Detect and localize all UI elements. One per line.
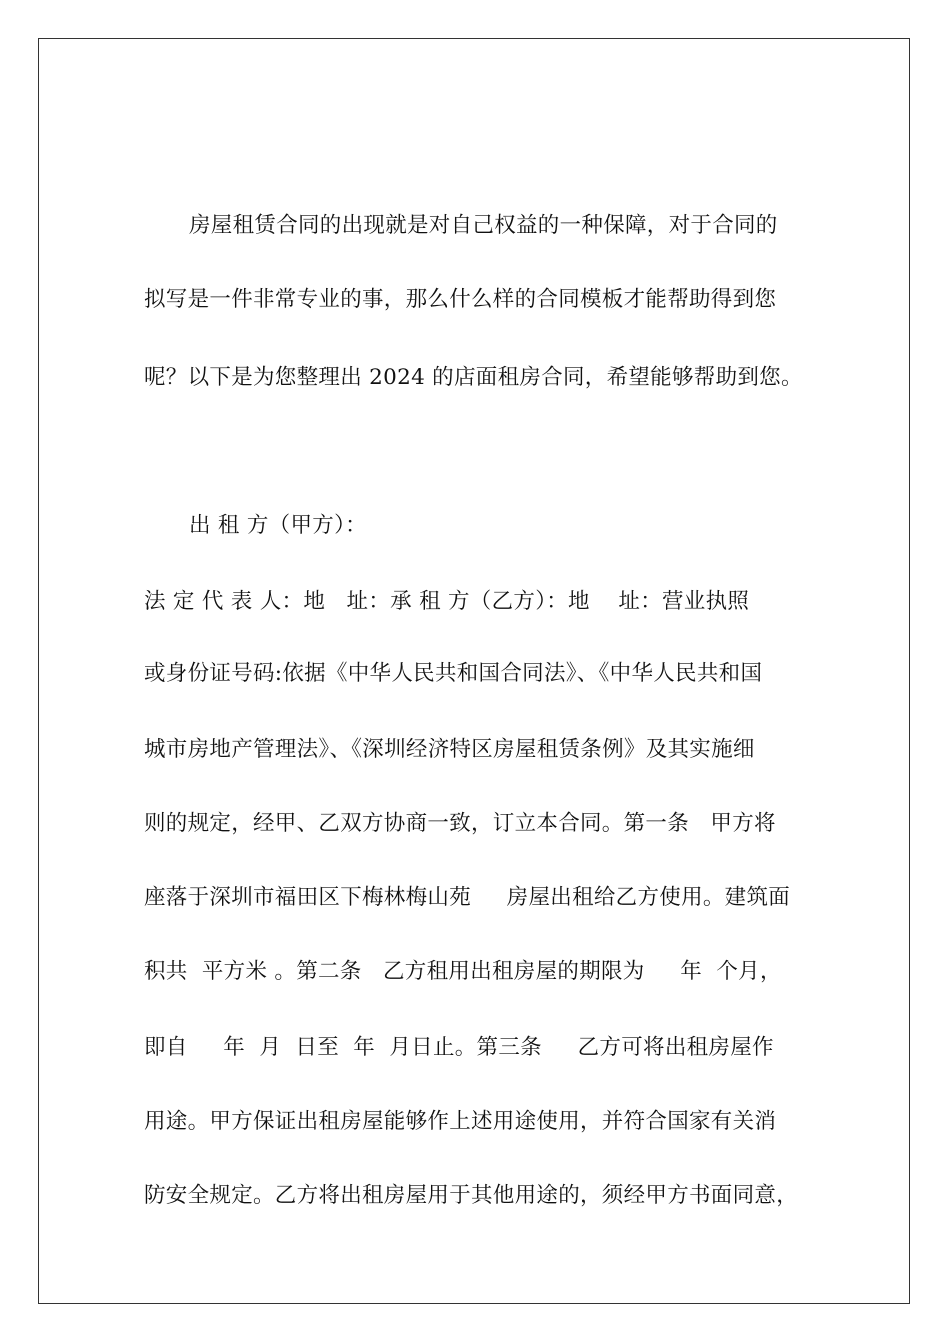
contract-line-6: 积共 平方米 。第二条 乙方租用出租房屋的期限为 年 个月，	[144, 959, 782, 984]
intro-line-2: 拟写是一件非常专业的事，那么什么样的合同模板才能帮助得到您	[144, 287, 777, 312]
contract-line-7: 即自 年 月 日至 年 月日止。第三条 乙方可将出租房屋作	[144, 1035, 774, 1060]
contract-line-5: 座落于深圳市福田区下梅林梅山苑 房屋出租给乙方使用。建筑面	[144, 885, 791, 910]
lessor-label: 出 租 方（甲方）：	[189, 513, 367, 538]
contract-line-2: 或身份证号码:依据《中华人民共和国合同法》、《中华人民共和国	[144, 661, 763, 686]
intro-line-1: 房屋租赁合同的出现就是对自己权益的一种保障，对于合同的	[189, 213, 778, 238]
contract-line-9: 防安全规定。乙方将出租房屋用于其他用途的，须经甲方书面同意，	[144, 1183, 799, 1208]
contract-line-8: 用途。甲方保证出租房屋能够作上述用途使用，并符合国家有关消	[144, 1109, 777, 1134]
contract-line-4: 则的规定，经甲、乙双方协商一致，订立本合同。第一条 甲方将	[144, 811, 776, 836]
contract-line-3: 城市房地产管理法》、《深圳经济特区房屋租赁条例》及其实施细	[144, 737, 755, 762]
intro-line-3: 呢？以下是为您整理出 2024 的店面租房合同，希望能够帮助到您。	[144, 365, 803, 390]
contract-line-1: 法 定 代 表 人：地 址：承 租 方（乙方）：地 址：营业执照	[144, 589, 750, 614]
